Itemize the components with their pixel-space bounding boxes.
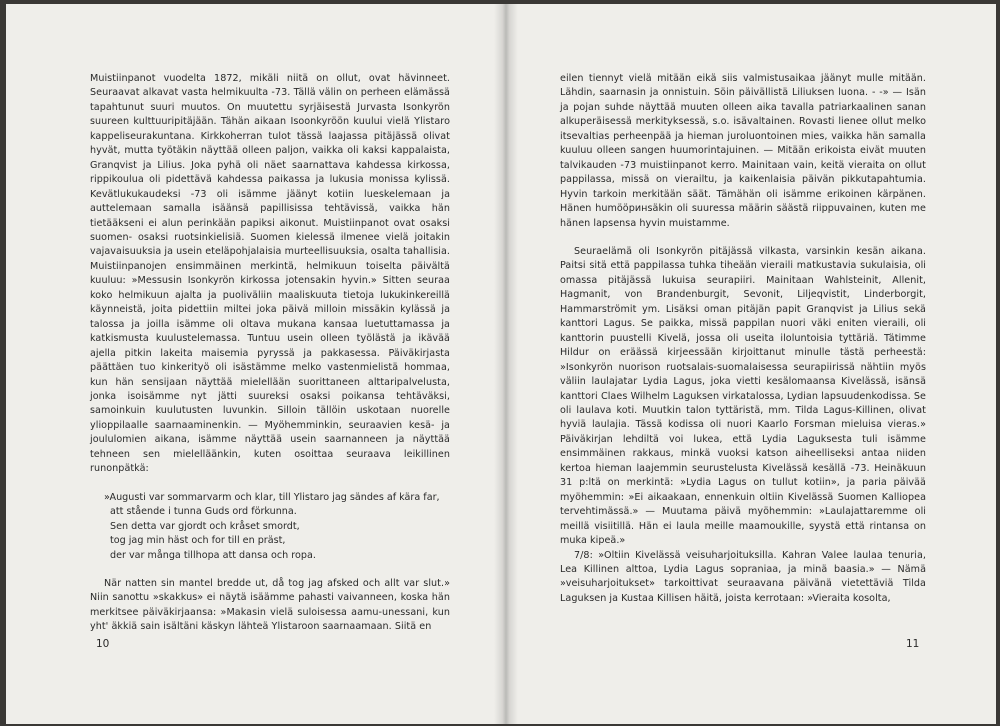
right-paragraph-3: 7/8: »Oltiin Kivelässä veisuharjoituksilla. Kahran Valee laulaa tenuria, Lea Killinen alttoa, Lydia Lagus sopraniaa, ja minä baasia.» — Nämä »veisuharjoitukset» tarkoittivat seuraavana päivänä vietettäviä Tilda Laguksen ja Kustaa Killisen häitä, joista kerrotaan: »Vieraita kosolta, [560, 549, 926, 604]
left-paragraph-2: När natten sin mantel bredde ut, då tog jag afsked och allt var slut.» Niin sanottu »skakkus» ei näytä isäämme pahasti vaivanneen, koska hän merkitsee päiväkirjaansa: »Makasin vielä suloisessa aamu-unessani, kun yht' äkkiä sain isältäni käskyn lähteä Ylistaroon saarnaamaan. Siitä en [90, 577, 450, 633]
left-paragraph-1: Muistiinpanot vuodelta 1872, mikäli niitä on ollut, ovat hävinneet. Seuraavat alkavat vasta helmikuulta -73. Tällä välin on perheen elämässä tapahtunut suuri muutos. On muutettu syrjäisestä Jurvasta Isonkyrön suureen kulttuuripitäjään. Tähän aikaan Isoonkyröön kuului vielä Ylistaro kappeliseurakuntana. Kirkkoherran tulot tässä laajassa pitäjässä olivat hyvät, mutta työtäkin näyttää olleen paljon, vaikka oli kaksi kappalaista, Granqvist ja Lilius. Joka pyhä oli näet saarnattava kahdessa kirkossa, rippikoulua oli pidettävä kahdessa paikassa ja lukusia monissa kylissä. Kevätlukukaudeksi -73 oli isämme jäänyt kotiin lueskelemaan ja auttelemaan samalla isäänsä papillisissa tehtävissä, vaikka hän tietääkseni ei alun perinkään papiksi aikonut. Muistiinpanot ovat osaksi suomen- osaksi ruotsinkielisiä. Suomen kielessä ilmenee vielä joitakin vajavaisuuksia ja usein eteläpohjalaisia murteellisuuksia, osalta tahallisia. Muistiinpanojen ensimmäinen merkintä, helmikuun toiselta päivältä kuuluu: »Messusin Isonkyrön kirkossa jotensakin hyvin.» Sitten seuraa koko helmikuun ajalta ja puoliväliin maaliskuuta tietoja lukukinkereillä käynneistä, joita pidettiin miltei joka päivä milloin missäkin kylässä ja talossa ja joilla isämme oli oltava mukana kansaa luetuttamassa ja katkismusta kuulustelemassa. Tuntuu usein olleen työlästä ja ikävää ajella pitkin lakeita maisemia pyryssä ja pakkasessa. Päiväkirjasta päättäen tuo kinkerityö oli isästämme melko vastenmielistä hommaa, kun hän sensijaan näyttää mielellään suorittaneen alttaripalvelusta, jonka isoisämme nyt jätti suureksi osaksi poikansa tehtäväksi, samoinkuin kuulutusten luvunkin. Silloin tällöin uskotaan nuorelle ylioppilaalle saarnaaminenkin. — Myöhemminkin, seuraavien kesä- ja joululomien aikana, isämme näyttää usein saarnanneen ja näyttää tehneen sen mielelläänkin, kuten osoittaa seuraava leikillinen runonpätkä: [90, 73, 450, 475]
right-page-body [560, 72, 926, 606]
verse-line-4: tog jag min häst och for till en präst, [110, 535, 286, 547]
page-number-left: 10 [96, 638, 110, 650]
left-page [90, 72, 450, 635]
right-paragraph-2: Seuraelämä oli Isonkyrön pitäjässä vilkasta, varsinkin kesän aikana. Paitsi sitä että pappilassa tuhka tiheään vieraili matkustavia sukulaisia, oli omassa pitäjässä lukuisa seurapiiri. Mainitaan Wahlsteinit, Allenit, Hagmanit, von Brandenburgit, Sevonit, Liljeqvistit, Linderborgit, Hammarströmit ym. Lisäksi oman pitäjän papit Granqvist ja Lilius sekä kanttori Lagus. Se paikka, missä pappilan nuori väki eniten vieraili, oli kanttorin puustelli Kivelä, jossa oli useita iloluntoisia tyttäriä. Tätimme Hildur on eräässä kirjeessään kirjoittanut minulle tästä perheestä: »Isonkyrön nuorison ruotsalais-suomalaisessa seurapiirissä nähtiin myös väliin laulajatar Lydia Lagus, joka vietti kesälomaansa Kivelässä, isänsä kanttori Claes Wilhelm Laguksen virkatalossa, Lydian lapsuudenkodissa. Se oli laulava koti. Muutkin talon tyttäristä, mm. Tilda Lagus-Killinen, olivat hyviä laulajia. Tässä kodissa oli nuori Kaarlo Forsman mieluisa vieras.» Päiväkirjan lehdiltä voi lukea, että Lydia Laguksesta tuli isämme ensimmäinen rakkaus, minkä vuoksi katson aiheelliseksi antaa niiden kertoa hieman laajemmin seurustelusta Kivelässä kesällä -73. Heinäkuun 31 p:ltä on merkintä: »Lydia Lagus on tullut kotiin», ja paria päivää myöhemmin: »Ei aikaakaan, ennenkuin oltiin Kivelässä Suomen Kalliopea tervehtimässä.» — Muutama päivä myöhemmin: »Laulajattaremme oli meillä visiitillä. Hän ei laula meille maamoukille, syystä että rintansa on muka kipeä.» [560, 245, 926, 547]
verse-block [90, 491, 450, 563]
right-paragraph-1: eilen tiennyt vielä mitään eikä siis valmistusaikaa jäänyt mulle mitään. Lähdin, saarnasin ja onnistuin. Söin päivällistä Liliuksen luona. - -» — Isän ja pojan suhde näyttää muuten olleen aika tavalla patriarkaalinen sanan alkuperäisessä merkityksessä, s.o. isävaltainen. Rovasti lienee ollut melko itsevaltias perheenpää ja hieman juroluontoinen mies, vaikka hän samalla kuuluu olleen sangen huumorintajuinen. — Mitään erikoista eivät muuten talvikauden -73 muistiinpanot kerro. Mainitaan vain, keitä vieraita on ollut pappilassa, missä on vierailtu, ja kaikenlaisia päivän pikkutapahtumia. Hyvin tarkoin merkitään säät. Tämähän oli isämme erikoinen kärpänen. Hänen humööринsäkin oli suuressa määrin säästä riippuvainen, kuten me hänen lapsensa hyvin muistamme. [560, 73, 926, 229]
book-spread [6, 4, 996, 724]
book-gutter [494, 4, 518, 724]
verse-line-1: »Augusti var sommarvarm och klar, till Ylistaro jag sändes af kära far, [104, 491, 440, 503]
left-page-body [90, 72, 450, 477]
verse-line-2: att stående i tunna Guds ord förkunna. [110, 506, 297, 518]
left-page-after-verse [90, 577, 450, 635]
verse-line-5: der var många tillhopa att dansa och ropa. [110, 549, 316, 561]
page-number-right: 11 [906, 638, 920, 650]
verse-line-3: Sen detta var gjordt och kråset smordt, [110, 520, 300, 532]
right-page [560, 72, 926, 606]
